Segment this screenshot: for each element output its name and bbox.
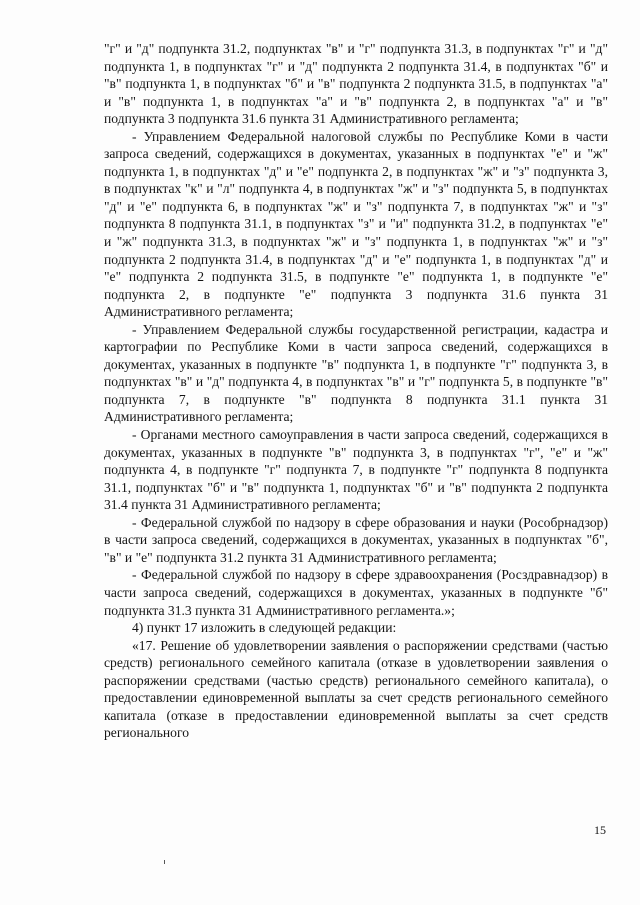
paragraph-continuation: "г" и "д" подпункта 31.2, подпунктах "в" и "г" подпункта 31.3, в подпунктах "г" и "д" подпункта 1, в подпунктах "г" и "д" подпункта 2 подпункта 31.4, в подпунктах "б" и "в" подпункта 1, в подпунктах "б" и "в" подпункта 2 подпункта 31.5, в подпунктах "а" и "в" подпункта 1, в подпунктах "а" и "в" подпункта 2, в подпунктах "а" и "в" подпункта 3 подпункта 31.6 пункта 31 Административного регламента; [104, 41, 608, 127]
paragraph-rosreestr: - Управлением Федеральной службы государственной регистрации, кадастра и картографии по Республике Коми в части запроса сведений, содержащихся в документах, указанных в подпункте "в" подпункта 1, в подпункте "г" подпункта 3, в подпунктах "в" и "д" подпункта 4, в подпунктах "в" и "г" подпункта 5, в подпункте "в" подпункта 7, в подпункте "в" подпункта 8 подпункта 31.1 пункта 31 Административного регламента; [104, 321, 608, 425]
paragraph-rosobrnadzor: - Федеральной службой по надзору в сфере образования и науки (Рособрнадзор) в части запроса сведений, содержащихся в документах, указанных в подпунктах "б", "в" и "е" подпункта 31.2 пункта 31 Административного регламента; [104, 514, 608, 565]
page-number: 15 [594, 823, 606, 837]
paragraph-roszdravnadzor: - Федеральной службой по надзору в сфере здравоохранения (Росздравнадзор) в части запроса сведений, содержащихся в документах, указанных в подпункте "б" подпункта 31.3 пункта 31 Административного регламента.»; [104, 567, 608, 618]
paragraph-clause-17: «17. Решение об удовлетворении заявления о распоряжении средствами (частью средств) регионального семейного капитала (отказе в удовлетворении заявления о распоряжении средствами (частью средств) регионального семейного капитала), о предоставлении единовременной выплаты за счет средств регионального семейного капитала (отказе в предоставлении единовременной выплаты за счет средств регионального [104, 637, 608, 741]
paragraph-tax-service: - Управлением Федеральной налоговой службы по Республике Коми в части запроса сведений, содержащихся в документах, указанных в подпунктах "е" и "ж" подпункта 1, в подпунктах "д" и "е" подпункта 2, в подпунктах "ж" и "з" подпункта 3, в подпунктах "к" и "л" подпункта 4, в подпунктах "ж" и "з" подпункта 5, в подпунктах "д" и "е" подпункта 6, в подпунктах "ж" и "з" подпункта 7, в подпунктах "ж" и "з" подпункта 8 подпункта 31.1, в подпунктах "з" и "и" подпункта 31.2, в подпунктах "е" и "ж" подпункта 31.3, в подпунктах "ж" и "з" подпункта 1, в подпунктах "ж" и "з" подпункта 2 подпункта 31.4, в подпунктах "д" и "е" подпункта 1, в подпунктах "д" и "е" подпункта 2 подпункта 31.5, в подпункте "е" подпункта 1, в подпункте "е" подпункта 2, в подпункте "е" подпункта 3 подпункта 31.6 пункта 31 Административного регламента; [104, 128, 608, 320]
scan-speck [164, 860, 165, 864]
paragraph-item-4: 4) пункт 17 изложить в следующей редакции: [132, 620, 397, 636]
paragraph-local-government: - Органами местного самоуправления в части запроса сведений, содержащихся в документах, указанных в подпункте "в" подпункта 3, в подпунктах "г", "е" и "ж" подпункта 4, в подпункте "г" подпункта 7, в подпункте "г" подпункта 8 подпункта 31.1, подпунктах "б" и "в" подпункта 1, подпунктах "б" и "в" подпункта 2 подпункта 31.4 пункта 31 Административного регламента; [104, 427, 608, 513]
document-body [104, 40, 608, 742]
